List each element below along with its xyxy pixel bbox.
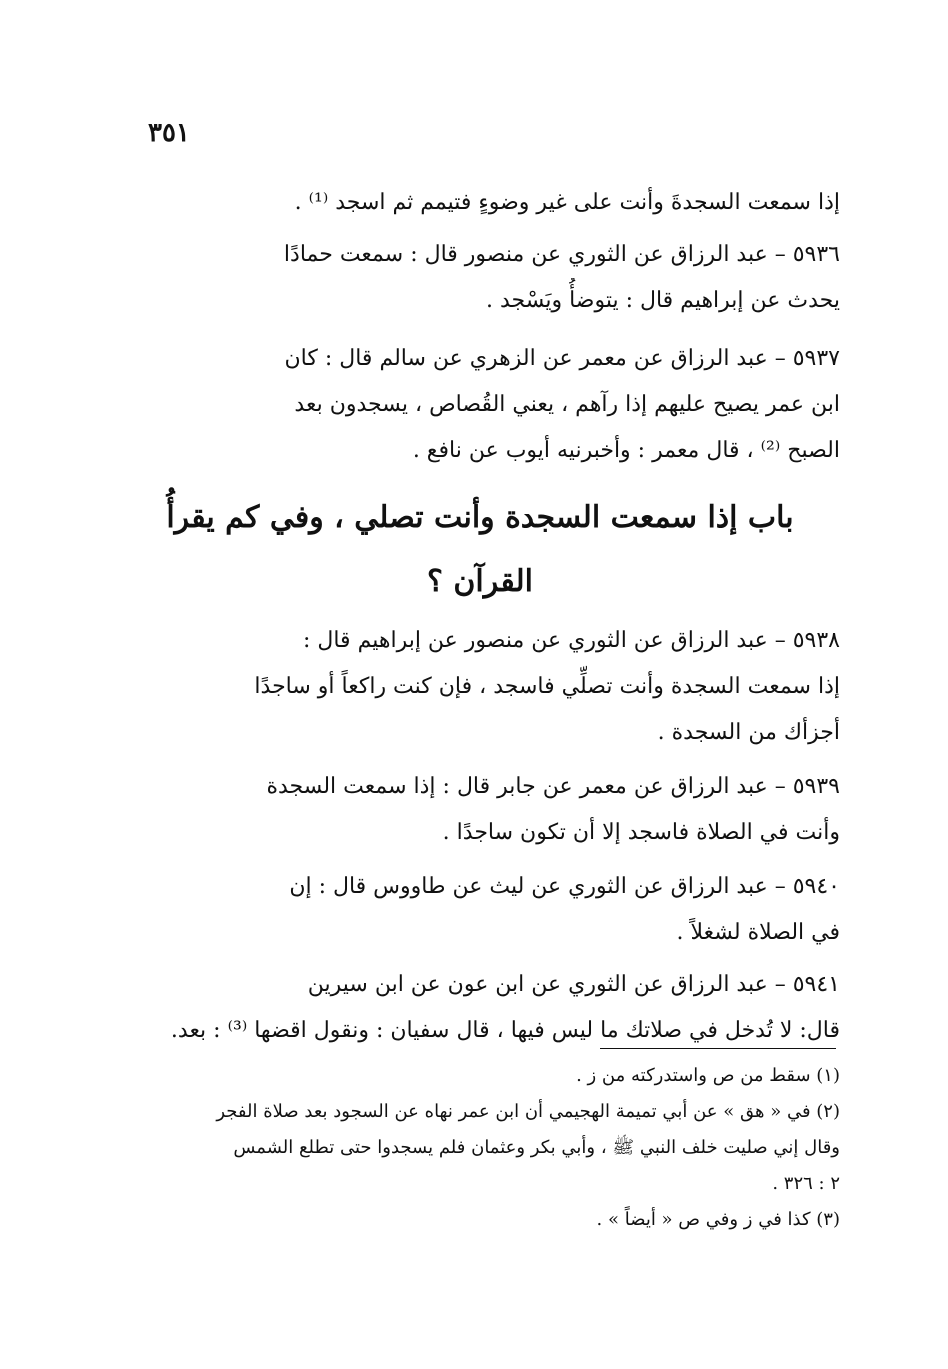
footnote-separator [600, 1048, 836, 1049]
hadith-5940 [150, 864, 840, 956]
text-line: ٥٩٤١ – عبد الرزاق عن الثوري عن ابن عون عن ابن سيرين [307, 972, 840, 997]
heading-line: باب إذا سمعت السجدة وأنت تصلي ، وفي كم يقرأُ [166, 500, 794, 535]
footnote-line: ٢ : ٣٢٦ . [772, 1173, 840, 1194]
text-line: ٥٩٣٧ – عبد الرزاق عن معمر عن الزهري عن سالم قال : كان [284, 346, 840, 371]
text-line: ٥٩٣٦ – عبد الرزاق عن الثوري عن منصور قال : سمعت حمادًا [283, 242, 840, 267]
footnote-line: (١) سقط من ص واستدركته من ز . [576, 1065, 840, 1086]
text-line: ابن عمر يصيح عليهم إذا رآهم ، يعني القُصاص ، يسجدون بعد [294, 392, 840, 417]
text-line: الصبح ⁽²⁾ ، قال معمر : وأخبرنيه أيوب عن نافع . [412, 438, 840, 463]
hadith-5937 [150, 336, 840, 474]
text-line: وأنت في الصلاة فاسجد إلا أن تكون ساجدًا . [442, 820, 840, 845]
footnotes [160, 1058, 840, 1238]
text-line: إذا سمعت السجدة وأنت تصلِّي فاسجد ، فإن كنت راكعاً أو ساجدًا [254, 674, 840, 699]
footnote-line: (٣) كذا في ز وفي ص « أيضاً » . [596, 1209, 840, 1230]
page-number: ٣٥١ [148, 118, 190, 148]
text-line: ٥٩٤٠ – عبد الرزاق عن الثوري عن ليث عن طاووس قال : إن [289, 874, 840, 899]
chapter-heading [150, 486, 810, 614]
heading-line: القرآن ؟ [427, 564, 533, 599]
text-line: ٥٩٣٩ – عبد الرزاق عن معمر عن جابر قال : إذا سمعت السجدة [266, 774, 840, 799]
text-line: يحدث عن إبراهيم قال : يتوضأُ ويَسْجد . [485, 288, 840, 313]
text-line: قال: لا تُدخل في صلاتك ما ليس فيها ، قال سفيان : ونقول اقضها ⁽³⁾ : بعد. [170, 1018, 840, 1043]
text-line: أجزأك من السجدة . [657, 720, 840, 745]
text-line: إذا سمعت السجدةَ وأنت على غير وضوءٍ فتيمم ثم اسجد ⁽¹⁾ . [294, 190, 840, 215]
hadith-5939 [150, 764, 840, 856]
intro-paragraph [150, 180, 840, 226]
hadith-5941 [150, 962, 840, 1054]
text-line: في الصلاة لشغلاً . [676, 920, 840, 945]
text-line: ٥٩٣٨ – عبد الرزاق عن الثوري عن منصور عن إبراهيم قال : [302, 628, 840, 653]
hadith-5936 [150, 232, 840, 324]
hadith-5938 [150, 618, 840, 756]
footnote-line: (٢) في « هق » عن أبي تميمة الهجيمي أن ابن عمر نهاه عن السجود بعد صلاة الفجر [216, 1101, 840, 1122]
footnote-line: وقال إني صليت خلف النبي ﷺ ، وأبي بكر وعثمان فلم يسجدوا حتى تطلع الشمس [233, 1137, 840, 1158]
